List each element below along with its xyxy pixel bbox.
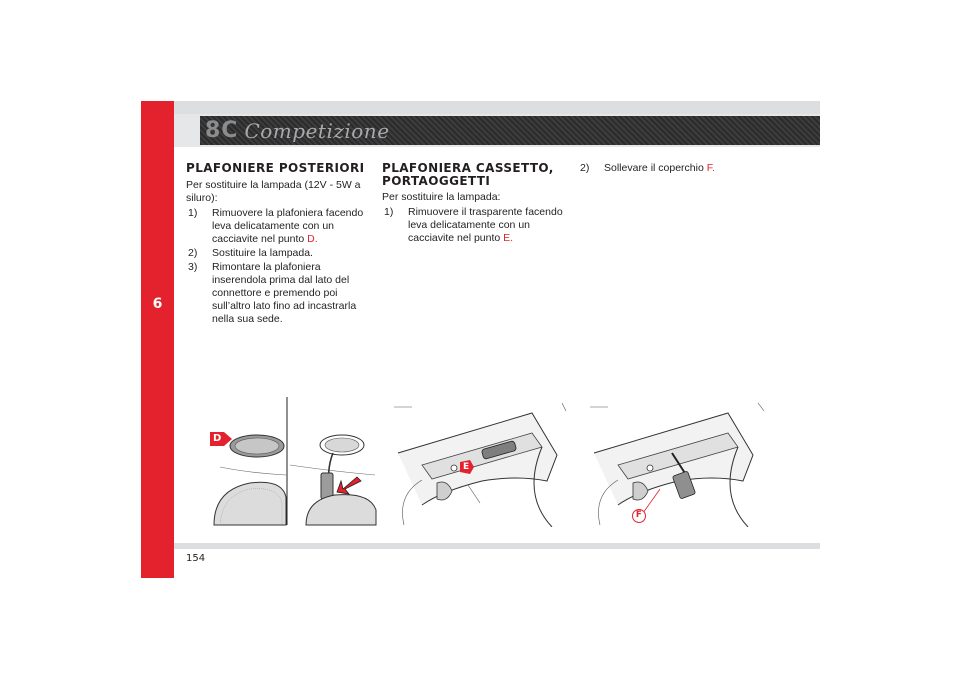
callout-label: E xyxy=(463,462,470,472)
figure-glovebox-light xyxy=(392,395,572,527)
callout-ref: D xyxy=(307,232,315,245)
column-glovebox-light xyxy=(382,162,567,246)
step-tail: . xyxy=(510,232,514,244)
figure-rear-light xyxy=(210,395,390,527)
callout-ref: E xyxy=(503,232,511,244)
column-rear-lights xyxy=(186,162,371,327)
column-continued xyxy=(578,162,768,176)
chapter-tab xyxy=(141,101,174,578)
cover-lift-illustration xyxy=(588,395,778,527)
section-intro: Per sostituire la lampada (12V - 5W a siluro): xyxy=(186,178,361,204)
step-tail: . xyxy=(314,232,318,245)
step-number: 2) xyxy=(188,246,198,259)
glovebox-illustration xyxy=(392,395,572,527)
step-text: Rimuovere il trasparente facendo leva delicatamente con un cacciavite nel punto xyxy=(408,206,563,244)
page-number: 154 xyxy=(186,553,206,564)
step-item xyxy=(578,162,768,175)
step-number: 3) xyxy=(188,260,198,273)
step-number: 1) xyxy=(384,206,394,218)
callout-f-marker xyxy=(632,509,646,523)
callout-e-marker xyxy=(460,460,474,474)
step-item xyxy=(186,247,371,260)
step-text: Rimuovere la plafoniera facendo leva delicatamente con un cacciavite nel punto xyxy=(212,206,364,245)
step-item xyxy=(186,261,371,326)
section-intro: Per sostituire la lampada: xyxy=(382,191,501,203)
callout-d-marker xyxy=(210,432,232,446)
callout-label: F xyxy=(635,510,642,520)
step-number: 2) xyxy=(580,162,590,174)
logo-script: Competizione xyxy=(244,118,390,143)
step-item xyxy=(382,206,567,245)
step-item xyxy=(186,207,371,246)
step-text: Sostituire la lampada. xyxy=(212,246,313,259)
step-text: Sollevare il coperchio xyxy=(604,162,707,174)
steps-list xyxy=(382,206,567,245)
figure-cover-lift xyxy=(588,395,778,527)
logo-mark: 8C xyxy=(205,118,239,143)
steps-list xyxy=(186,207,371,326)
bottom-strip xyxy=(174,543,820,549)
step-number: 1) xyxy=(188,206,198,219)
step-tail: . xyxy=(711,162,715,174)
rear-light-illustration xyxy=(210,395,390,527)
top-strip xyxy=(174,101,820,114)
steps-list xyxy=(578,162,768,175)
callout-ref: F xyxy=(706,162,712,174)
section-title: PLAFONIERA CASSETTO, PORTAOGGETTI xyxy=(382,161,554,188)
brand-logo xyxy=(205,118,390,143)
section-title: PLAFONIERE POSTERIORI xyxy=(186,161,365,175)
callout-label: D xyxy=(213,433,222,444)
chapter-number: 6 xyxy=(152,296,163,312)
step-text: Rimontare la plafoniera inserendola prima dal lato del connettore e premendo poi sull’altro lato fino ad incastrarla nella sua sede. xyxy=(212,260,357,325)
